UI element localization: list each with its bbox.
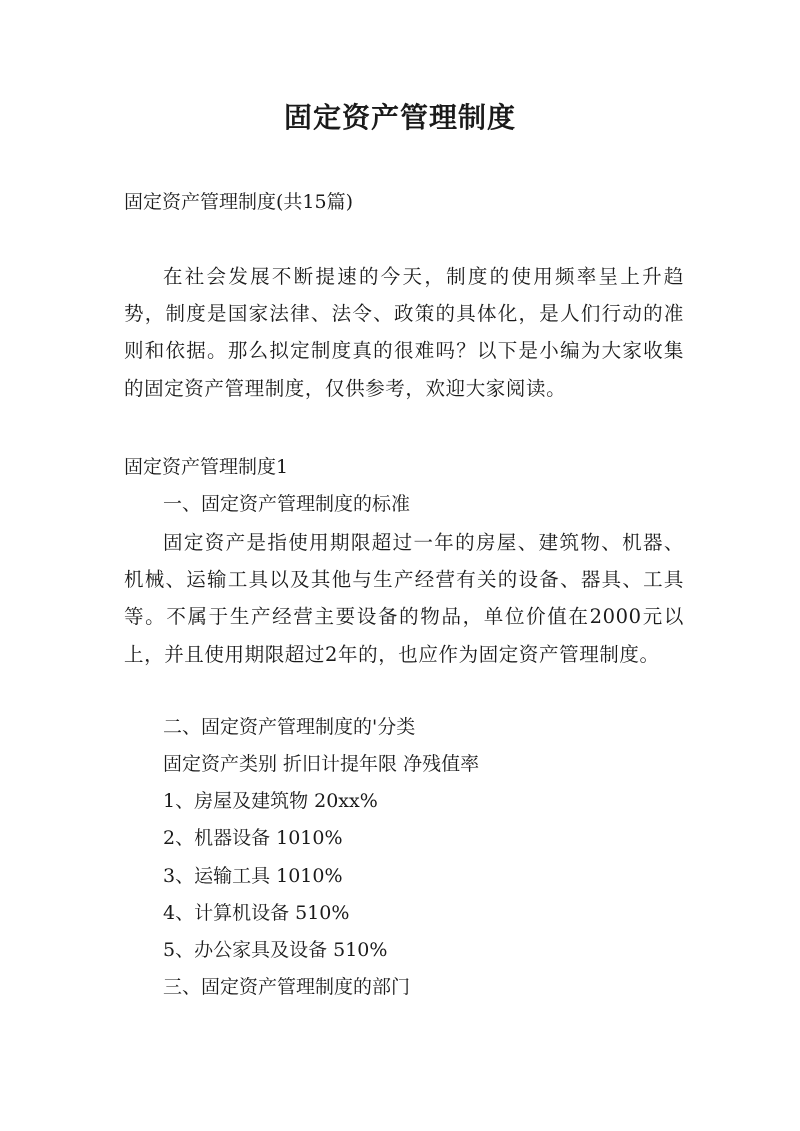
list-item: 1、房屋及建筑物 20xx% bbox=[163, 790, 378, 812]
list-item: 4、计算机设备 510% bbox=[163, 902, 350, 924]
list-item: 5、办公家具及设备 510% bbox=[163, 939, 388, 961]
document-title: 固定资产管理制度 bbox=[283, 101, 516, 134]
heading-department: 三、固定资产管理制度的部门 bbox=[163, 976, 411, 998]
document-subtitle: 固定资产管理制度(共15篇) bbox=[124, 191, 354, 213]
table-header: 固定资产类别 折旧计提年限 净残值率 bbox=[163, 753, 480, 775]
list-item: 3、运输工具 1010% bbox=[163, 865, 343, 887]
heading-standard: 一、固定资产管理制度的标准 bbox=[163, 493, 411, 515]
section-heading: 固定资产管理制度1 bbox=[124, 456, 289, 478]
standard-paragraph: 固定资产是指使用期限超过一年的房屋、建筑物、机器、机械、运输工具以及其他与生产经营有关的设备、器具、工具等。不属于生产经营主要设备的物品，单位价值在2000元以上，并且使用期限超过2年的，也应作为固定资产管理制度。 bbox=[124, 531, 684, 666]
intro-paragraph: 在社会发展不断提速的今天，制度的使用频率呈上升趋势，制度是国家法律、法令、政策的具体化，是人们行动的准则和依据。那么拟定制度真的很难吗？以下是小编为大家收集的固定资产管理制度，仅供参考，欢迎大家阅读。 bbox=[124, 265, 684, 400]
list-item: 2、机器设备 1010% bbox=[163, 827, 343, 849]
heading-classification: 二、固定资产管理制度的'分类 bbox=[163, 716, 416, 738]
